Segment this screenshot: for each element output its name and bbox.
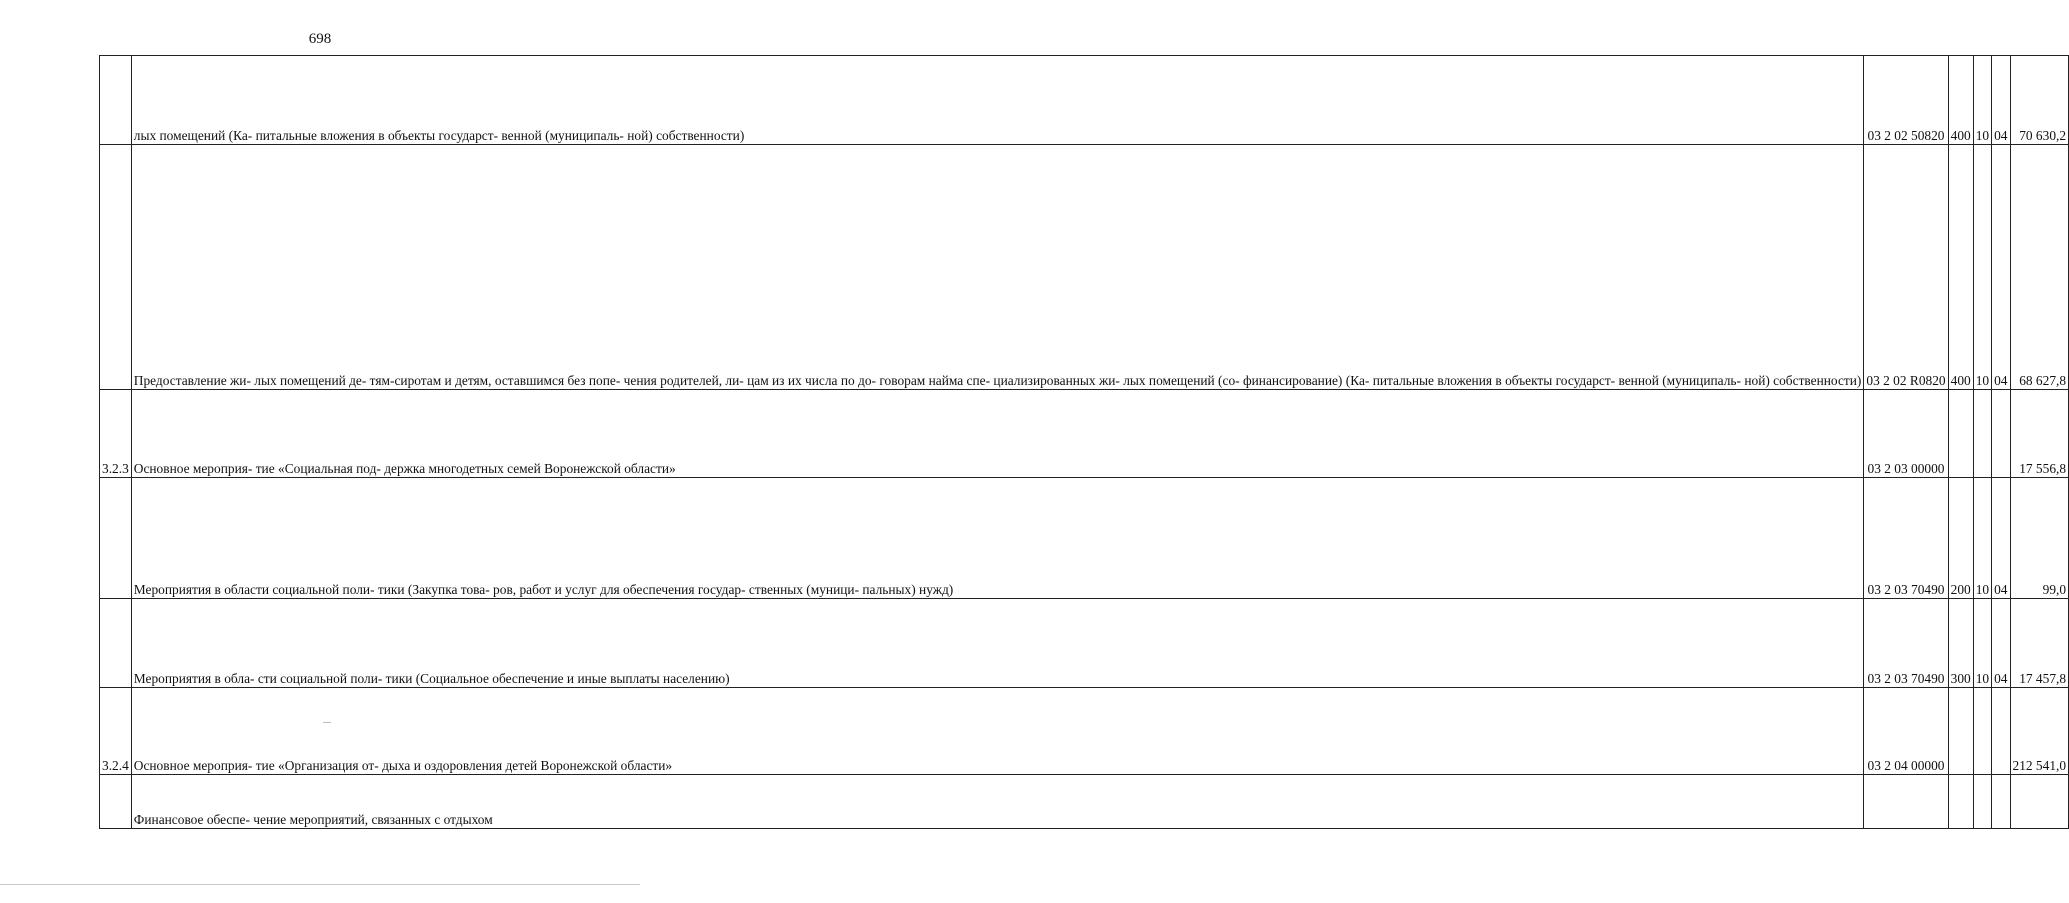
cell-target-code: 03 2 03 00000 [1864, 390, 1948, 478]
cell-target-code: 03 2 03 70490 [1864, 478, 1948, 599]
cell-target-code: 03 2 02 50820 [1864, 56, 1948, 145]
cell-expense-type: 400 [1948, 56, 1973, 145]
cell-subsection: 04 [1992, 56, 2010, 145]
cell-subsection [1992, 688, 2010, 775]
cell-target-code: 03 2 04 00000 [1864, 688, 1948, 775]
cell-item-name: Предоставление жи- лых помещений де- тям-сиротам и детям, оставшимся без попе- чения родителей, ли- цам из их числа по до- говорам найма спе- циализированных жи- лых помещений (со- финансирование) (Ка- питальные вложения в объекты государст- венной (муниципаль- ной) собственности) [131, 145, 1864, 390]
cell-item-number: 3.2.4 [100, 688, 132, 775]
cell-amount: 99,0 [2010, 478, 2069, 599]
cell-item-number [100, 478, 132, 599]
table-row [100, 56, 2069, 145]
cell-subsection: 04 [1992, 145, 2010, 390]
cell-item-name: Мероприятия в области социальной поли- тики (Закупка това- ров, работ и услуг для обеспечения государ- ственных (муници- пальных) нужд) [131, 478, 1864, 599]
table-row [100, 688, 2069, 775]
cell-target-code: 03 2 03 70490 [1864, 599, 1948, 688]
cell-amount: 17 556,8 [2010, 390, 2069, 478]
table-row [100, 145, 2069, 390]
cell-section [1973, 390, 1991, 478]
scan-edge-line [0, 884, 640, 885]
cell-subsection: 04 [1992, 478, 2010, 599]
cell-section: 10 [1973, 56, 1991, 145]
cell-section [1973, 775, 1991, 829]
cell-item-name: Основное мероприя- тие «Организация от- дыха и оздоровления детей Воронежской области» [131, 688, 1864, 775]
cell-expense-type: 300 [1948, 599, 1973, 688]
cell-subsection: 04 [1992, 599, 2010, 688]
cell-subsection [1992, 390, 2010, 478]
budget-table-body [100, 56, 2069, 829]
cell-amount [2010, 775, 2069, 829]
page-number: 698 [308, 31, 332, 47]
cell-expense-type: 200 [1948, 478, 1973, 599]
cell-item-number [100, 145, 132, 390]
cell-amount: 17 457,8 [2010, 599, 2069, 688]
table-row [100, 390, 2069, 478]
cell-item-name: Основное мероприя- тие «Социальная под- держка многодетных семей Воронежской области» [131, 390, 1864, 478]
cell-target-code: 03 2 02 R0820 [1864, 145, 1948, 390]
cell-expense-type [1948, 775, 1973, 829]
cell-item-number: 3.2.3 [100, 390, 132, 478]
cell-item-name: Финансовое обеспе- чение мероприятий, связанных с отдыхом [131, 775, 1864, 829]
cell-amount: 212 541,0 [2010, 688, 2069, 775]
cell-expense-type: 400 [1948, 145, 1973, 390]
cell-expense-type [1948, 688, 1973, 775]
cell-item-number [100, 56, 132, 145]
cell-target-code [1864, 775, 1948, 829]
cell-item-number [100, 599, 132, 688]
cell-section: 10 [1973, 478, 1991, 599]
cell-item-name: Мероприятия в обла- сти социальной поли- тики (Социальное обеспечение и иные выплаты населению) [131, 599, 1864, 688]
table-row [100, 775, 2069, 829]
cell-section: 10 [1973, 145, 1991, 390]
cell-item-number [100, 775, 132, 829]
scan-speck [323, 722, 331, 723]
cell-expense-type [1948, 390, 1973, 478]
budget-table [99, 55, 2069, 829]
cell-section: 10 [1973, 599, 1991, 688]
cell-amount: 68 627,8 [2010, 145, 2069, 390]
cell-subsection [1992, 775, 2010, 829]
cell-section [1973, 688, 1991, 775]
cell-amount: 70 630,2 [2010, 56, 2069, 145]
table-row [100, 478, 2069, 599]
cell-item-name: лых помещений (Ка- питальные вложения в объекты государст- венной (муниципаль- ной) собственности) [131, 56, 1864, 145]
table-row [100, 599, 2069, 688]
